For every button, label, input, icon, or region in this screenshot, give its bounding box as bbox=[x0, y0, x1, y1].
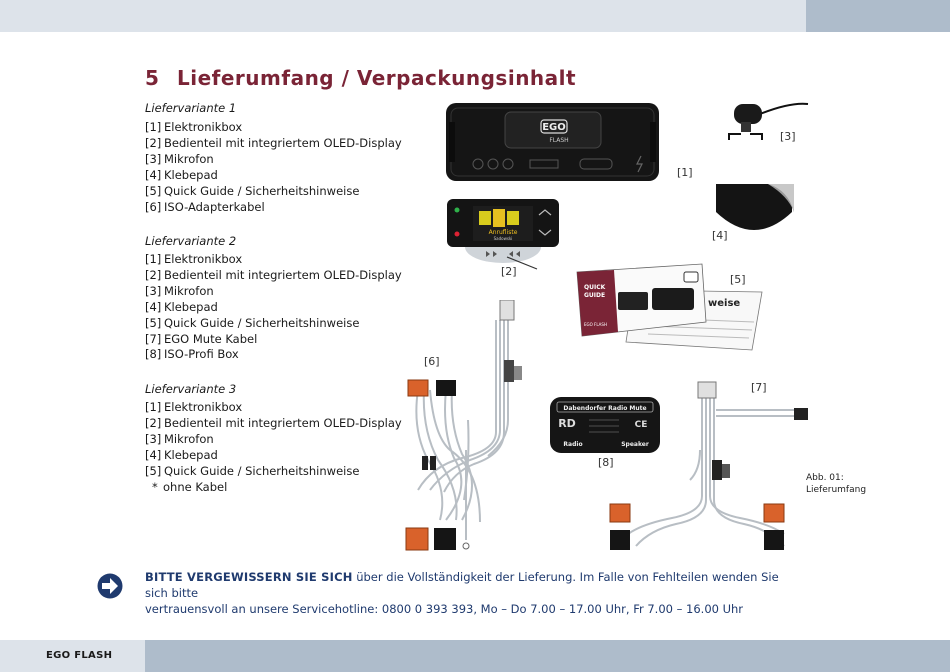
svg-text:Dabendorfer Radio Mute: Dabendorfer Radio Mute bbox=[563, 405, 647, 412]
list-item: [1] Elektronikbox bbox=[145, 120, 243, 134]
list-item: [4] Klebepad bbox=[145, 447, 218, 462]
variant-3-list bbox=[145, 400, 402, 495]
svg-text:EGO: EGO bbox=[542, 122, 566, 133]
variant-1-list bbox=[145, 120, 402, 215]
list-item-note: * ohne Kabel bbox=[152, 479, 228, 494]
footer-bar-accent bbox=[145, 640, 950, 672]
variant-3-title: Liefervariante 3 bbox=[145, 382, 237, 396]
mute-cable-image bbox=[604, 380, 809, 558]
figure-label-2: [2] bbox=[501, 265, 517, 278]
list-item: [4] Klebepad bbox=[145, 299, 218, 314]
list-item: [8] ISO-Profi Box bbox=[145, 347, 239, 362]
svg-text:Sadowski: Sadowski bbox=[493, 236, 513, 241]
svg-text:Anrufliste: Anrufliste bbox=[488, 229, 518, 236]
list-item: [3] Mikrofon bbox=[145, 283, 214, 298]
notice-text: BITTE VERGEWISSERN SIE SICH über die Vollständigkeit der Lieferung. Im Falle von Fehlteilen wenden Sie sich bitte vertrauensvoll an unsere Servicehotline: 0800 0 393 393, Mo – Do 7.00 – 17.00 Uhr, Fr 7.00 – 16.00 Uhr bbox=[145, 570, 779, 616]
list-item: [2] Bedienteil mit integriertem OLED-Display bbox=[145, 415, 402, 430]
arrow-right-icon bbox=[97, 573, 123, 599]
svg-text:QUICK: QUICK bbox=[584, 284, 606, 291]
list-item: [6] ISO-Adapterkabel bbox=[145, 199, 265, 214]
figure-label-8: [8] bbox=[598, 456, 614, 469]
svg-text:GUIDE: GUIDE bbox=[584, 292, 606, 299]
list-item: [1] Elektronikbox bbox=[145, 400, 243, 414]
list-item: [5] Quick Guide / Sicherheitshinweise bbox=[145, 463, 360, 478]
section-title: Lieferumfang / Verpackungsinhalt bbox=[177, 66, 577, 90]
list-item: [3] Mikrofon bbox=[145, 151, 214, 166]
section-number: 5 bbox=[145, 66, 160, 90]
figure-label-6: [6] bbox=[424, 355, 440, 368]
figure-label-1: [1] bbox=[677, 166, 693, 179]
list-item: [2] Bedienteil mit integriertem OLED-Display bbox=[145, 135, 402, 150]
figure-label-3: [3] bbox=[780, 130, 796, 143]
svg-text:Radio: Radio bbox=[563, 441, 583, 448]
svg-text:FLASH: FLASH bbox=[549, 137, 569, 144]
variant-2-list bbox=[145, 252, 402, 363]
list-item: [4] Klebepad bbox=[145, 167, 218, 182]
list-item: [1] Elektronikbox bbox=[145, 252, 243, 266]
list-item: [2] Bedienteil mit integriertem OLED-Display bbox=[145, 267, 402, 282]
page-title bbox=[145, 66, 576, 90]
svg-text:weise: weise bbox=[708, 298, 741, 309]
header-bar bbox=[0, 0, 806, 32]
list-item: [5] Quick Guide / Sicherheitshinweise bbox=[145, 183, 360, 198]
figure-caption: Abb. 01: Lieferumfang bbox=[806, 473, 867, 495]
notice-emphasis: BITTE VERGEWISSERN SIE SICH bbox=[145, 570, 353, 584]
svg-text:CE: CE bbox=[634, 420, 648, 430]
footer-product-name: EGO FLASH bbox=[46, 650, 113, 661]
figure-label-7: [7] bbox=[751, 381, 767, 394]
variant-1-title: Liefervariante 1 bbox=[145, 101, 237, 115]
list-item: [7] EGO Mute Kabel bbox=[145, 331, 258, 346]
header-bar-accent bbox=[806, 0, 950, 32]
iso-adapter-cable-image bbox=[400, 300, 550, 560]
figure-label-4: [4] bbox=[712, 229, 728, 242]
figure-label-5: [5] bbox=[730, 273, 746, 286]
microphone-image bbox=[728, 100, 810, 148]
list-item: [5] Quick Guide / Sicherheitshinweise bbox=[145, 315, 360, 330]
svg-text:RD: RD bbox=[558, 417, 576, 430]
svg-text:EGO FLASH: EGO FLASH bbox=[584, 322, 607, 327]
list-item: [3] Mikrofon bbox=[145, 431, 214, 446]
variant-2-title: Liefervariante 2 bbox=[145, 234, 237, 248]
electronic-box-image bbox=[445, 102, 660, 182]
svg-text:Speaker: Speaker bbox=[621, 441, 649, 448]
